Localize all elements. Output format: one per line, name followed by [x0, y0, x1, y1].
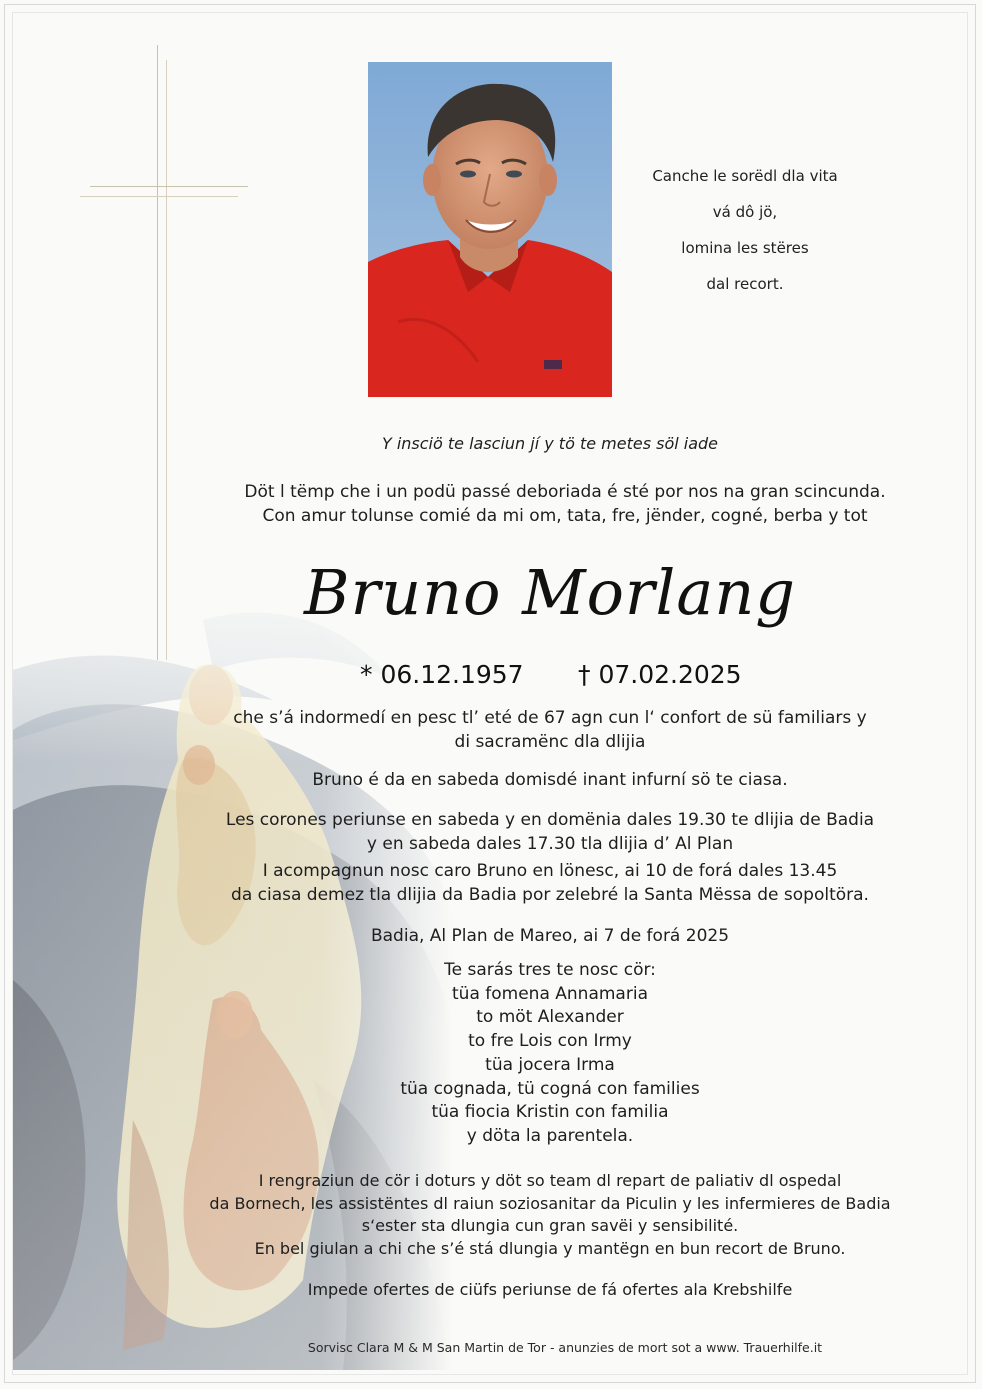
place-and-date: Badia, Al Plan de Mareo, ai 7 de forá 2025	[370, 926, 730, 946]
donation-notice: Impede ofertes de ciüfs periunse de fá ofertes ala Krebshilfe	[307, 1280, 793, 1299]
thanks-line: da Bornech, les assistëntes dl raiun soziosanitar da Piculin y les infermieres de Badia	[209, 1193, 891, 1213]
deceased-name: Bruno Morlang	[304, 556, 796, 629]
footer-credit: Sorvisc Clara M & M San Martin de Tor - anunzies de mort sot a www. Trauerhilfe.it	[307, 1340, 823, 1355]
survivors-line: tüa jocera Irma	[485, 1054, 615, 1075]
survivors-line: Te sarás tres te nosc cör:	[444, 960, 656, 980]
intro-text	[200, 480, 930, 528]
funeral-line: da ciasa demez tla dlijia da Badia por zelebré la Santa Mëssa de sopoltöra.	[231, 885, 869, 905]
cross-vertical-line	[157, 45, 158, 660]
cross-vertical-line-shadow	[166, 60, 167, 660]
announcement-line: che s’á indormedí en pesc tl’ eté de 67 agn cun l‘ confort de sü familiars y	[233, 708, 867, 728]
life-dates	[300, 660, 800, 694]
thanks-line: s‘ester sta dlungia cun gran savëi y sensibilité.	[361, 1216, 739, 1235]
intro-line: Döt l tëmp che i un podü passé deboriada é sté por nos na gran scincunda.	[244, 482, 886, 502]
survivors-line: tüa cognada, tü cogná con families	[400, 1078, 700, 1099]
poem-line: vá dô jö,	[712, 203, 778, 221]
survivors-line: to möt Alexander	[476, 1007, 624, 1028]
rosary-line: Les corones periunse en sabeda y en domënia dales 19.30 te dlijia de Badia	[225, 810, 875, 830]
thanks-paragraph	[180, 1170, 920, 1260]
poem-line: Canche le sorëdl dla vita	[652, 167, 838, 185]
cross-horizontal-line-shadow	[80, 196, 238, 197]
laid-out-notice: Bruno é da en sabeda domisdé inant infurní sö te ciasa.	[312, 770, 788, 790]
cross-horizontal-line	[90, 186, 248, 187]
death-announcement	[200, 706, 900, 754]
thanks-line: I rengraziun de cör i doturs y döt so team dl repart de paliativ dl ospedal	[258, 1171, 842, 1190]
announcement-line: di sacramënc dla dlijia	[454, 732, 646, 752]
funeral-notice	[200, 859, 900, 907]
funeral-line: I acompagnun nosc caro Bruno en lönesc, ai 10 de forá dales 13.45	[262, 861, 838, 881]
thanks-line: En bel giulan a chi che s’é stá dlungia y mantëgn en bun recort de Bruno.	[254, 1238, 846, 1258]
survivors-line: tüa fomena Annamaria	[452, 983, 648, 1004]
birth-date: * 06.12.1957	[360, 660, 524, 689]
motto: Y insciö te lasciun jí y tö te metes söl iade	[381, 434, 719, 453]
rosary-notice	[200, 808, 900, 856]
portrait-photo	[368, 62, 612, 397]
survivors-line: y döta la parentela.	[466, 1125, 634, 1146]
death-date: † 07.02.2025	[578, 660, 742, 689]
poem-line: lomina les stëres	[681, 239, 809, 257]
survivors-line: to fre Lois con Irmy	[468, 1031, 632, 1052]
survivors-list	[300, 959, 800, 1149]
survivors-line: tüa fiocia Kristin con familia	[431, 1102, 669, 1123]
poem	[640, 158, 850, 302]
poem-line: dal recort.	[706, 275, 784, 293]
rosary-line: y en sabeda dales 17.30 tla dlijia d’ Al Plan	[366, 834, 734, 854]
intro-line: Con amur tolunse comié da mi om, tata, fre, jënder, cogné, berba y tot	[262, 506, 868, 526]
